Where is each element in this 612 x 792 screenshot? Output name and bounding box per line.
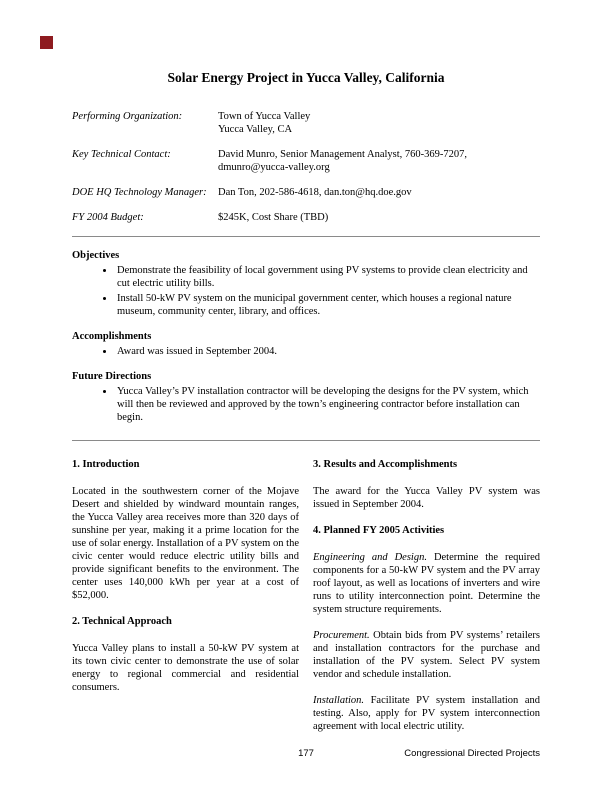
paragraph: The award for the Yucca Valley PV system was issued in September 2004. xyxy=(313,486,540,510)
meta-label: FY 2004 Budget: xyxy=(72,212,144,223)
column-heading-results: 3. Results and Accomplishments xyxy=(313,459,458,470)
paragraph-installation xyxy=(313,694,540,733)
meta-value xyxy=(218,211,540,224)
meta-label: Performing Organization: xyxy=(72,111,183,122)
paragraph-lead: Installation. xyxy=(313,695,365,706)
paragraph-engineering-design xyxy=(313,551,540,616)
section-divider-bottom xyxy=(72,440,540,441)
section-heading: Objectives xyxy=(72,250,120,261)
meta-value xyxy=(218,110,540,136)
bullet-item: • Install 50-kW PV system on the municipal government center, which houses a regional nature museum, community center, library, and offices. xyxy=(115,292,540,318)
meta-value-line: Town of Yucca Valley xyxy=(218,111,311,122)
bullet-item: • Demonstrate the feasibility of local government using PV systems to provide clean electricity and cut electric utility bills. xyxy=(115,264,540,290)
meta-value-line: $245K, Cost Share (TBD) xyxy=(218,212,329,223)
meta-label: Key Technical Contact: xyxy=(72,149,171,160)
page-corner-marker xyxy=(40,36,53,49)
page-number: 177 xyxy=(298,748,314,759)
column-heading-planned-activities: 4. Planned FY 2005 Activities xyxy=(313,525,445,536)
paragraph-text: Obtain bids from PV systems’ retailers and installation contractors for the purchase and installation of the PV system. Select PV system vendor and schedule installation. xyxy=(313,630,540,680)
metadata-block xyxy=(72,110,540,224)
section-accomplishments xyxy=(72,330,540,358)
page-title: Solar Energy Project in Yucca Valley, California xyxy=(167,70,445,85)
meta-row-performing-organization xyxy=(72,110,540,136)
bullet-item: • Award was issued in September 2004. xyxy=(115,345,540,358)
meta-row-fy-2004-budget xyxy=(72,211,540,224)
footer-label: Congressional Directed Projects xyxy=(404,748,540,759)
bullet-list xyxy=(72,264,540,318)
section-heading: Future Directions xyxy=(72,371,152,382)
meta-value-line: Dan Ton, 202-586-4618, dan.ton@hq.doe.gov xyxy=(218,187,412,198)
page-footer xyxy=(72,748,540,762)
meta-row-doe-hq-technology-manager xyxy=(72,186,540,199)
right-column xyxy=(313,458,540,746)
bullet-item: • Yucca Valley’s PV installation contractor will be developing the designs for the PV system, which will then be reviewed and approved by the town’s engineering contractor before installation can begin. xyxy=(115,385,540,424)
section-future-directions xyxy=(72,370,540,424)
meta-value-line: dmunro@yucca-valley.org xyxy=(218,162,330,173)
left-column xyxy=(72,458,299,746)
meta-value xyxy=(218,186,540,199)
paragraph: Yucca Valley plans to install a 50-kW PV system at its town civic center to demonstrate the use of solar energy to regional commercial and residential consumers. xyxy=(72,643,299,693)
page-content xyxy=(72,0,540,746)
meta-label: DOE HQ Technology Manager: xyxy=(72,187,207,198)
paragraph-procurement xyxy=(313,629,540,681)
section-objectives xyxy=(72,249,540,318)
column-heading-technical-approach: 2. Technical Approach xyxy=(72,616,172,627)
paragraph-text: Determine the required components for a 50-kW PV system and the PV array roof layout, as well as locations of inverters and wire runs to utility interconnection point. Determine the system structure requirements. xyxy=(313,552,540,615)
two-column-body xyxy=(72,458,540,746)
summary-block xyxy=(72,249,540,424)
section-heading: Accomplishments xyxy=(72,331,152,342)
column-heading-introduction: 1. Introduction xyxy=(72,459,140,470)
bullet-list xyxy=(72,385,540,424)
meta-value-line: David Munro, Senior Management Analyst, 760-369-7207, xyxy=(218,149,468,160)
bullet-list xyxy=(72,345,540,358)
meta-value xyxy=(218,148,540,174)
paragraph: Located in the southwestern corner of the Mojave Desert and shielded by windward mountain ranges, the Yucca Valley area receives more than 320 days of sunshine per year, making it a prime location for the use of solar energy. Installation of a PV system on the civic center would reduce electric utility bills and provide significant benefits to the environment. The center uses 140,000 kWh per year at a cost of $52,000. xyxy=(72,486,299,601)
paragraph-text: Facilitate PV system installation and testing. Also, apply for PV system interconnection agreement with local electric utility. xyxy=(313,695,540,732)
meta-row-key-technical-contact xyxy=(72,148,540,174)
section-divider-top xyxy=(72,236,540,237)
meta-value-line: Yucca Valley, CA xyxy=(218,124,293,135)
paragraph-lead: Engineering and Design. xyxy=(313,552,427,563)
paragraph-lead: Procurement. xyxy=(313,630,370,641)
